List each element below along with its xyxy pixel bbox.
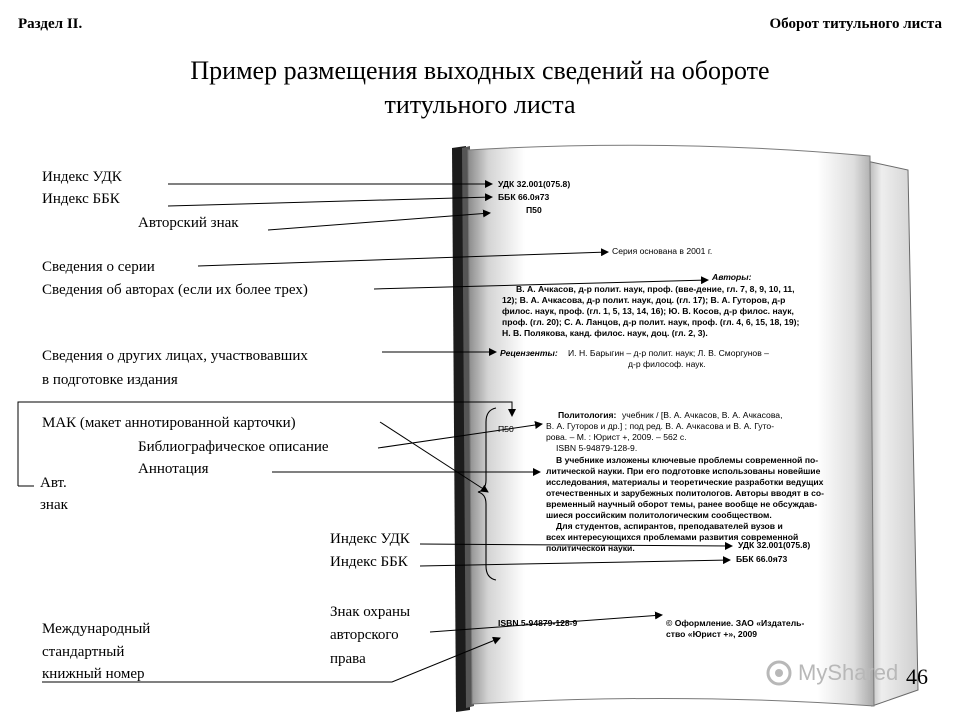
- book-annotation-line: политической науки.: [546, 543, 635, 553]
- section-label: Раздел II.: [18, 16, 83, 32]
- book-udk-2: УДК 32.001(075.8): [738, 540, 811, 550]
- arrow-bbk: [168, 197, 492, 206]
- book-annotation-line: шиеся российским политологическим сообществом.: [546, 510, 772, 520]
- book-authors-line: 12); В. А. Ачкасова, д-р полит. наук, доц. (гл. 17); В. А. Гуторов, д-р: [502, 295, 786, 305]
- book-copyright-line: © Оформление. ЗАО «Издатель-: [666, 618, 805, 628]
- label-mak: МАК (макет аннотированной карточки): [42, 415, 296, 431]
- page-title-line-2: титульного листа: [384, 90, 576, 119]
- book-mak-line: учебник / [В. А. Ачкасов, В. А. Ачкасова,: [622, 410, 783, 420]
- label-avt-line-2: знак: [40, 497, 68, 513]
- book-annotation-line: всех интересующихся проблемами развития современной: [546, 532, 799, 542]
- label-others-line-1: Сведения о других лицах, участвовавших: [42, 348, 308, 364]
- label-copyright-line-1: Знак охраны: [330, 604, 411, 620]
- book-copyright-line: ство «Юрист +», 2009: [666, 629, 758, 639]
- book-annotation-line: литической науки. При его подготовке использованы новейшие: [546, 466, 821, 476]
- book-authors-line: проф. (гл. 20); С. А. Ланцов, д-р полит. наук, проф. (гл. 4, 6, 15, 18, 19);: [502, 317, 800, 327]
- book-bbk: ББК 66.0я73: [498, 192, 550, 202]
- label-isbn-line-2: стандартный: [42, 644, 125, 660]
- book-isbn: ISBN 5-94879-128-9: [498, 618, 578, 628]
- book-annotation-line: отечественных и зарубежных политологов. Авторы вводят в со-: [546, 488, 824, 498]
- section-title: Оборот титульного листа: [769, 16, 942, 32]
- book-authors-line: В. А. Ачкасов, д-р полит. наук, проф. (вве-дение, гл. 7, 8, 9, 10, 11,: [516, 284, 795, 294]
- book-mak-line: В. А. Гуторов и др.] ; под ред. В. А. Ачкасова и В. А. Гуто-: [546, 421, 775, 431]
- book-authors-heading: Авторы:: [712, 272, 752, 282]
- label-udk: Индекс УДК: [42, 169, 122, 185]
- book-udk: УДК 32.001(075.8): [498, 179, 571, 189]
- book-author-mark: П50: [526, 205, 542, 215]
- label-bbk-2: Индекс ББК: [330, 554, 408, 570]
- book-authors-line: Н. В. Полякова, канд. филос. наук, доц. (гл. 2, 3).: [502, 328, 708, 338]
- book-reviewers-line-1: И. Н. Барыгин – д-р полит. наук; Л. В. Сморгунов –: [568, 348, 769, 358]
- label-authors: Сведения об авторах (если их более трех): [42, 282, 308, 298]
- label-series: Сведения о серии: [42, 259, 155, 275]
- book-reviewers-line-2: д-р философ. наук.: [628, 359, 706, 369]
- book-annotation-line: исследования, материалы и теоретические разработки ведущих: [546, 477, 824, 487]
- book-mak-line: рова. – М. : Юрист +, 2009. – 562 с.: [546, 432, 687, 442]
- book-reviewers-label: Рецензенты:: [500, 348, 558, 358]
- label-annotation: Аннотация: [138, 461, 209, 477]
- label-others-line-2: в подготовке издания: [42, 372, 178, 388]
- book-annotation-line: временный научный оборот темы, ранее вообще не обсуждав-: [546, 499, 818, 509]
- label-biblio: Библиографическое описание: [138, 439, 329, 455]
- book-mak-title: Политология:: [558, 410, 617, 420]
- page-number: 46: [906, 664, 928, 689]
- myshared-logo-icon: [766, 660, 794, 686]
- book-annotation-line: Для студентов, аспирантов, преподавателей вузов и: [556, 521, 783, 531]
- label-copyright-line-3: права: [330, 651, 366, 667]
- page-title-line-1: Пример размещения выходных сведений на обороте: [190, 56, 770, 85]
- label-isbn-line-3: книжный номер: [42, 666, 145, 682]
- label-udk-2: Индекс УДК: [330, 531, 410, 547]
- book-mak-line: ISBN 5-94879-128-9.: [556, 443, 638, 453]
- label-copyright-line-2: авторского: [330, 627, 399, 643]
- label-bbk: Индекс ББК: [42, 191, 120, 207]
- book-bbk-2: ББК 66.0я73: [736, 554, 788, 564]
- label-avt-line-1: Авт.: [40, 475, 67, 491]
- label-author-mark: Авторский знак: [138, 215, 239, 231]
- book-annotation-line: В учебнике изложены ключевые проблемы современной по-: [556, 455, 819, 465]
- book-authors-line: филос. наук, проф. (гл. 1, 5, 13, 14, 16); Ю. В. Косов, д-р филос. наук,: [502, 306, 794, 316]
- watermark-text: MyShared: [798, 660, 899, 685]
- book-series: Серия основана в 2001 г.: [612, 246, 713, 256]
- book-mak-mark: П50: [498, 424, 514, 434]
- label-isbn-line-1: Международный: [42, 621, 151, 637]
